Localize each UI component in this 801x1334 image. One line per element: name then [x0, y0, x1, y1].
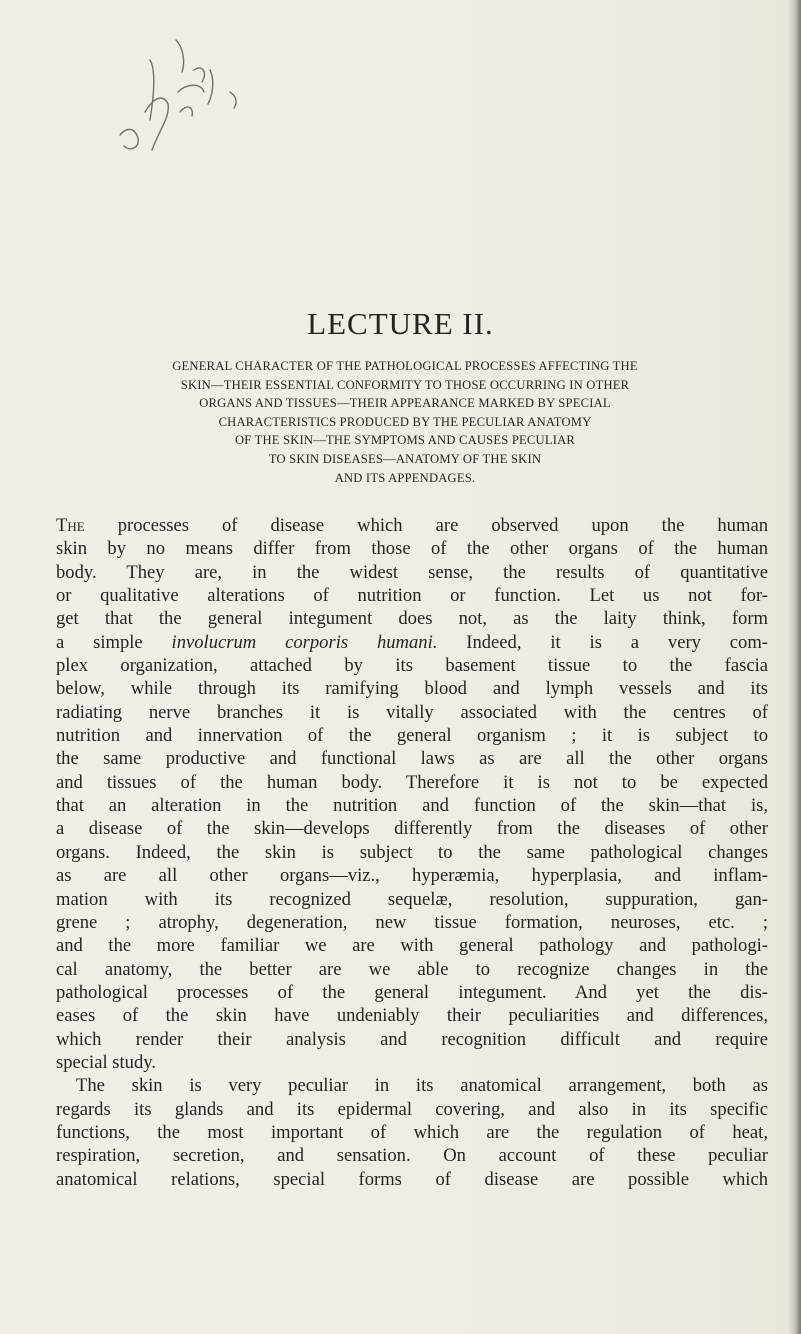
text-line: mation with its recognized sequelæ, resolution, suppuration, gan- — [56, 888, 768, 910]
text-line: pathological processes of the general integument. And yet the dis- — [56, 981, 768, 1003]
text-line: as are all other organs—viz., hyperæmia, hyperplasia, and inflam- — [56, 865, 768, 887]
paragraph-1 — [56, 514, 768, 1074]
text-line: organs. Indeed, the skin is subject to the same pathological changes — [56, 841, 768, 863]
handwritten-marginal-scribble — [90, 0, 260, 170]
text-line: plex organization, attached by its basement tissue to the fascia — [56, 655, 768, 677]
synopsis-line: SKIN—THEIR ESSENTIAL CONFORMITY TO THOSE OCCURRING IN OTHER — [180, 377, 630, 392]
synopsis-line: AND ITS APPENDAGES. — [334, 470, 476, 485]
text-line: body. They are, in the widest sense, the results of quantitative — [56, 561, 768, 583]
text-line: and tissues of the human body. Therefore it is not to be expected — [56, 771, 768, 793]
synopsis-line: GENERAL CHARACTER OF THE PATHOLOGICAL PROCESSES AFFECTING THE — [172, 359, 638, 373]
text-line: The skin is very peculiar in its anatomical arrangement, both as — [76, 1075, 768, 1097]
text-fragment: processes of disease which are observed upon the human — [84, 515, 768, 536]
text-line: the same productive and functional laws as are all the other organs — [56, 748, 768, 770]
text-line: anatomical relations, special forms of disease are possible which — [56, 1168, 768, 1190]
text-line — [56, 514, 768, 537]
text-line: skin by no means differ from those of the other organs of the human — [56, 538, 768, 560]
body-text — [56, 514, 768, 1191]
text-line: cal anatomy, the better are we able to recognize changes in the — [56, 958, 768, 980]
paragraph-2 — [56, 1074, 768, 1191]
text-line: nutrition and innervation of the general organism ; it is subject to — [56, 725, 768, 747]
text-line: respiration, secretion, and sensation. On account of these peculiar — [56, 1145, 768, 1167]
text-line — [56, 631, 768, 654]
text-line: radiating nerve branches it is vitally associated with the centres of — [56, 701, 768, 723]
synopsis-line: CHARACTERISTICS PRODUCED BY THE PECULIAR ANATOMY — [218, 414, 592, 429]
latin-phrase: involucrum corporis humani. — [171, 631, 438, 653]
text-line: or qualitative alterations of nutrition or function. Let us not for- — [56, 585, 768, 607]
synopsis-line: OF THE SKIN—THE SYMPTOMS AND CAUSES PECULIAR — [234, 433, 576, 448]
text-line: a disease of the skin—develops differently from the diseases of other — [56, 818, 768, 840]
text-line: that an alteration in the nutrition and function of the skin—that is, — [56, 795, 768, 817]
lecture-title: LECTURE II. — [307, 306, 494, 341]
text-line: special study. — [56, 1051, 157, 1073]
synopsis-line: TO SKIN DISEASES—ANATOMY OF THE SKIN — [268, 451, 542, 466]
text-fragment: a simple — [56, 631, 172, 653]
chapter-synopsis — [60, 357, 750, 487]
text-line: get that the general integument does not, as the laity think, form — [56, 608, 768, 630]
text-line: which render their analysis and recognition difficult and require — [56, 1028, 768, 1050]
text-line: eases of the skin have undeniably their peculiarities and differences, — [56, 1005, 768, 1027]
opening-word: The — [56, 515, 85, 536]
text-fragment: Indeed, it is a very com- — [437, 631, 769, 653]
page-edge-shadow — [787, 0, 801, 1334]
text-line: functions, the most important of which are the regulation of heat, — [56, 1121, 768, 1143]
synopsis-line: ORGANS AND TISSUES—THEIR APPEARANCE MARKED BY SPECIAL — [199, 396, 611, 411]
text-line: regards its glands and its epidermal covering, and also in its specific — [56, 1098, 768, 1120]
text-line: below, while through its ramifying blood and lymph vessels and its — [56, 678, 768, 700]
text-line: grene ; atrophy, degeneration, new tissue formation, neuroses, etc. ; — [56, 911, 768, 933]
text-line: and the more familiar we are with general pathology and pathologi- — [56, 935, 768, 957]
